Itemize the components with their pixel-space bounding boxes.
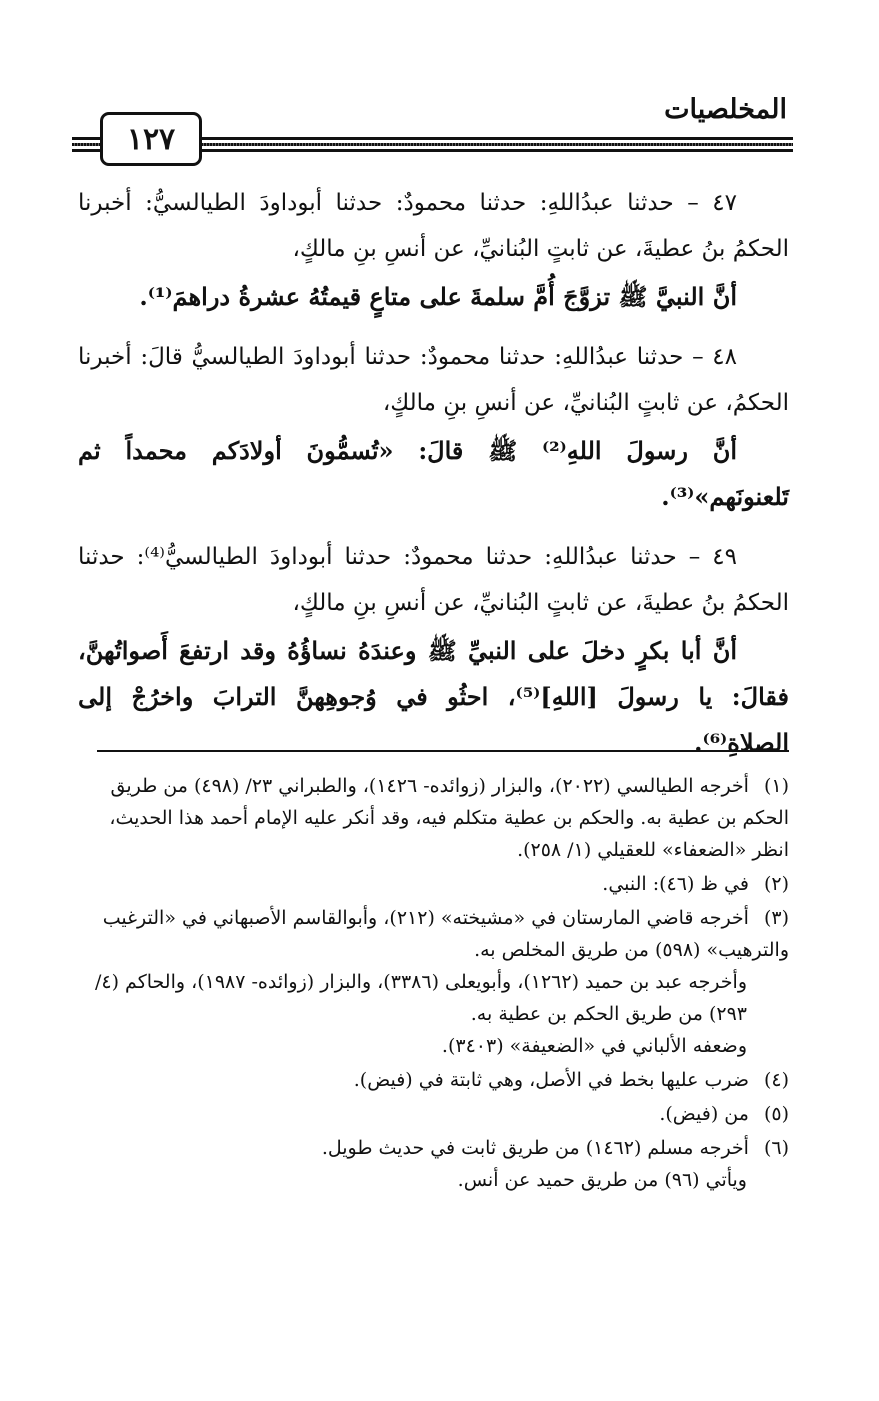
page-number: ١٢٧ [100,112,202,166]
footnote-line [78,1064,789,1096]
hadith-isnad: ٤٧ – حدثنا عبدُاللهِ: حدثنا محمودٌ: حدثنا أبوداودَ الطيالسيُّ: أخبرنا الحكمُ بنُ عطيةَ، عن ثابتٍ البُنانيِّ، عن أنسِ بنِ مالكٍ، [78,190,789,262]
footnote-text: وضعفه الألباني في «الضعيفة» (٣٤٠٣). [441,1035,747,1057]
running-title: المخلصيات [664,94,787,125]
hadith-49 [78,534,789,766]
footnote-number: (٥) [763,1103,789,1125]
footnote-line [78,1098,789,1130]
footnote-line [78,868,789,900]
footnote-5 [78,1098,789,1130]
hadith-47 [78,180,789,320]
footnotes [78,770,789,1198]
hadith-matn: أنَّ أبا بكرٍ دخلَ على النبيِّ ﷺ وعندَهُ نساؤُهُ وقد ارتفعَ أَصواتُهنَّ، فقالَ: يا رسولَ [اللهِ]⁽⁵⁾، احثُو في وُجوهِهنَّ الترابَ واخرُجْ إلى الصلاةِ⁽⁶⁾. [78,636,790,757]
hadith-matn: أنَّ النبيَّ ﷺ تزوَّجَ أُمَّ سلمةَ على متاعٍ قيمتُهُ عشرةُ دراهمَ⁽¹⁾. [139,282,737,311]
hadith-isnad: ٤٩ – حدثنا عبدُاللهِ: حدثنا محمودٌ: حدثنا أبوداودَ الطيالسيُّ⁽⁴⁾: حدثنا الحكمُ بنُ عطيةَ، عن ثابتٍ البُنانيِّ، عن أنسِ بنِ مالكٍ، [78,544,789,616]
footnote-number: (٣) [763,907,789,929]
footnote-text: ضرب عليها بخط في الأصل، وهي ثابتة في (فيض). [353,1069,749,1091]
footnote-4 [78,1064,789,1096]
footnote-number: (٦) [763,1137,789,1159]
footnote-separator [97,750,789,752]
footnote-6 [78,1132,789,1196]
hadith-isnad: ٤٨ – حدثنا عبدُاللهِ: حدثنا محمودٌ: حدثنا أبوداودَ الطيالسيُّ قالَ: أخبرنا الحكمُ، عن ثابتٍ البُنانيِّ، عن أنسِ بنِ مالكٍ، [78,344,789,416]
hadith-48 [78,334,789,520]
footnote-text: ويأتي (٩٦) من طريق حميد عن أنس. [457,1169,747,1191]
footnote-text: أخرجه قاضي المارستان في «مشيخته» (٢١٢)، وأبوالقاسم الأصبهاني في «الترغيب والترهيب» (٥٩٨) من طريق المخلص به. [102,907,789,961]
footnote-2 [78,868,789,900]
hadith-matn: أنَّ رسولَ اللهِ⁽²⁾ ﷺ قالَ: «تُسمُّونَ أولادَكم محمداً ثم تَلعنونَهم»⁽³⁾. [78,436,789,511]
footnote-number: (٢) [763,873,789,895]
footnote-3 [78,902,789,1062]
footnote-line [78,902,789,966]
footnote-number: (١) [763,775,789,797]
footnote-line [78,1132,789,1164]
footnote-text: من (فيض). [659,1103,749,1125]
footnote-text: وأخرجه عبد بن حميد (١٢٦٢)، وأبويعلى (٣٣٨٦)، والبزار (زوائده- ١٩٨٧)، والحاكم (٤/ ٢٩٣) من طريق الحكم بن عطية به. [94,971,747,1025]
footnote-1 [78,770,789,866]
main-text [78,180,789,774]
footnote-line [78,770,789,866]
footnote-text: أخرجه مسلم (١٤٦٢) من طريق ثابت في حديث طويل. [321,1137,749,1159]
footnote-number: (٤) [763,1069,789,1091]
footnote-text: في ظ (٤٦): النبي. [602,873,749,895]
footnote-text: أخرجه الطيالسي (٢٠٢٢)، والبزار (زوائده- ١٤٢٦)، والطبراني ٢٣/ (٤٩٨) من طريق الحكم بن عطية به. والحكم بن عطية متكلم فيه، وقد أنكر عليه الإمام أحمد هذا الحديث، انظر «الضعفاء» للعقيلي (١/ ٢٥٨). [109,775,789,861]
